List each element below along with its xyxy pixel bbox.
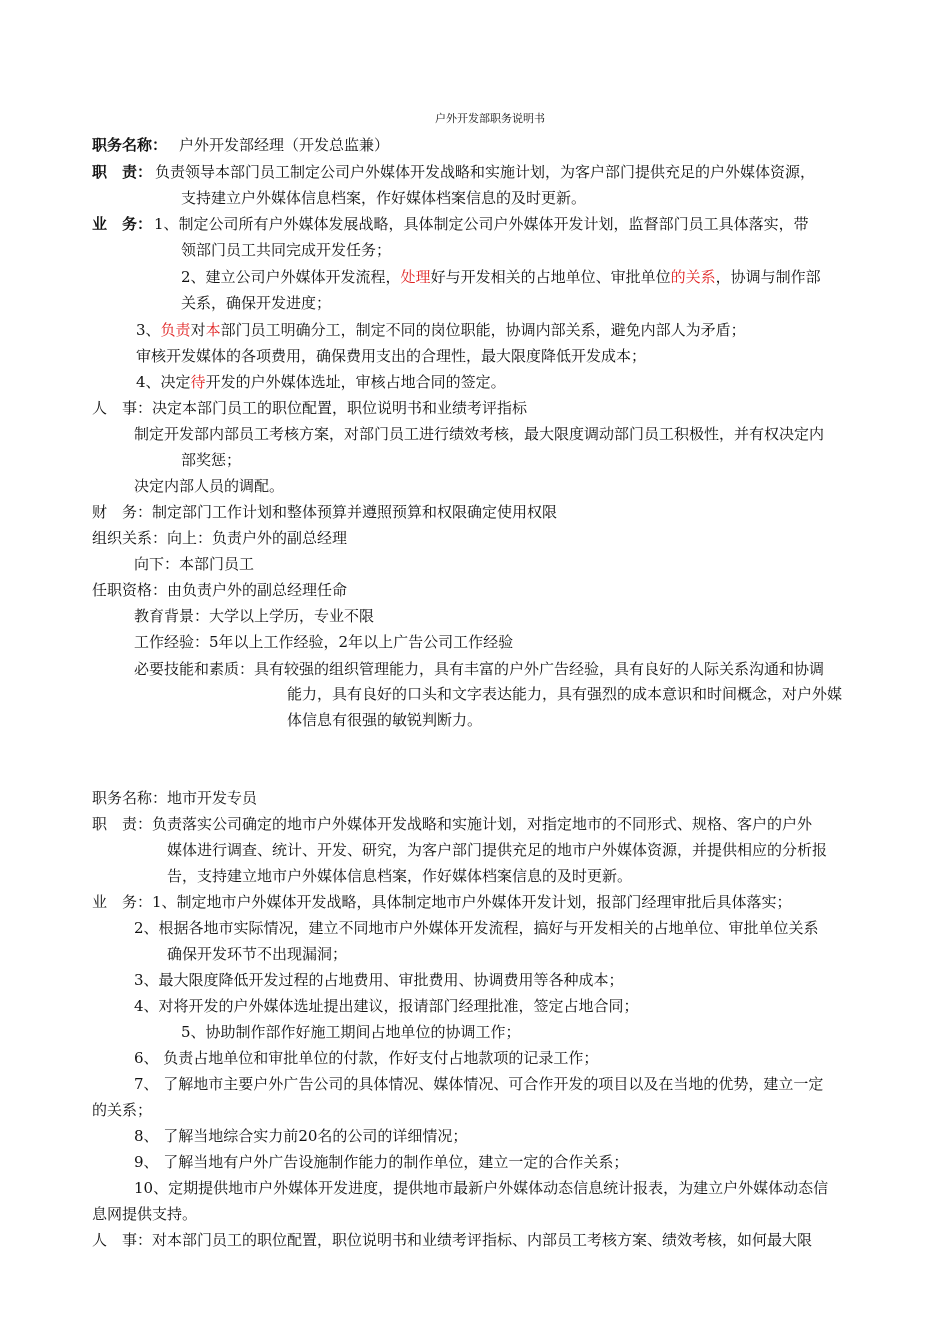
business-item-4-highlight: 待	[190, 373, 206, 391]
hr-line-4: 决定内部人员的调配。	[134, 477, 285, 495]
job-name-label: 职务名称：	[92, 136, 168, 154]
finance-line: 财 务：制定部门工作计划和整体预算并遵照预算和权限确定使用权限	[92, 503, 558, 521]
job-name-line	[92, 135, 389, 155]
duty-label: 职 责：	[92, 163, 153, 181]
job2-duty-line-1: 职 责：负责落实公司确定的地市户外媒体开发战略和实施计划，对指定地市的不同形式、规格、客户的户外	[92, 815, 813, 833]
job2-business-item-2: 2、根据各地市实际情况，建立不同地市户外媒体开发流程，搞好与开发相关的占地单位、审批单位关系	[134, 919, 819, 937]
business-item-2	[181, 267, 821, 287]
business-item-2-text-c: ，协调与制作部	[715, 268, 821, 286]
hr-line-1: 人 事：决定本部门员工的职位配置，职位说明书和业绩考评指标	[92, 399, 528, 417]
business-item-2-highlight-2: 的关系	[670, 268, 716, 286]
qualification-line-1: 任职资格：由负责户外的副总经理任命	[92, 581, 348, 599]
hr-line-2: 制定开发部内部员工考核方案，对部门员工进行绩效考核，最大限度调动部门员工积极性，并有权决定内	[134, 425, 825, 443]
business-item-3-highlight-2: 本	[205, 321, 221, 339]
job2-business-item-1: 业 务：1、制定地市户外媒体开发战略，具体制定地市户外媒体开发计划，报部门经理审批后具体落实；	[92, 893, 792, 911]
education-line: 教育背景：大学以上学历，专业不限	[134, 607, 375, 625]
job2-duty-line-2: 媒体进行调查、统计、开发、研究，为客户部门提供充足的地市户外媒体资源，并提供相应的分析报	[167, 841, 828, 859]
job2-business-item-10-cont: 息网提供支持。	[92, 1205, 198, 1223]
business-item-3-text-b: 对	[190, 321, 206, 339]
job2-business-item-3: 3、最大限度降低开发过程的占地费用、审批费用、协调费用等各种成本；	[134, 971, 624, 989]
skills-line-1: 必要技能和素质：具有较强的组织管理能力，具有丰富的户外广告经验，具有良好的人际关系沟通和协调	[134, 660, 825, 678]
business-cost-line: 审核开发媒体的各项费用，确保费用支出的合理性，最大限度降低开发成本；	[136, 347, 647, 365]
job2-business-item-2-cont: 确保开发环节不出现漏洞；	[167, 945, 348, 963]
business-item-1-cont: 领部门员工共同完成开发任务；	[181, 241, 392, 259]
job2-business-item-10: 10、定期提供地市户外媒体开发进度，提供地市最新户外媒体动态信息统计报表，为建立户外媒体动态信	[134, 1179, 829, 1197]
business-item-4	[136, 372, 506, 392]
experience-line: 工作经验：5年以上工作经验，2年以上广告公司工作经验	[134, 633, 514, 651]
duty-line-1	[92, 162, 815, 182]
business-item-1: 1、制定公司所有户外媒体发展战略，具体制定公司户外媒体开发计划，监督部门员工具体落实，带	[154, 215, 809, 233]
business-item-3	[136, 320, 746, 340]
duty-text-2: 支持建立户外媒体信息档案，作好媒体档案信息的及时更新。	[181, 189, 587, 207]
hr-line-3: 部奖惩；	[181, 451, 242, 469]
document-title: 户外开发部职务说明书	[435, 112, 545, 125]
job2-business-item-8: 8、 了解当地综合实力前20名的公司的详细情况；	[134, 1127, 468, 1145]
org-line-1: 组织关系：向上：负责户外的副总经理	[92, 529, 348, 547]
job2-business-item-9: 9、 了解当地有户外广告设施制作能力的制作单位，建立一定的合作关系；	[134, 1153, 629, 1171]
business-item-3-text-a: 3、	[136, 321, 161, 339]
business-item-2-text-a: 2、建立公司户外媒体开发流程，	[181, 268, 401, 286]
skills-line-2: 能力，具有良好的口头和文字表达能力，具有强烈的成本意识和时间概念，对户外媒	[287, 685, 843, 703]
job2-duty-line-3: 告，支持建立地市户外媒体信息档案，作好媒体档案信息的及时更新。	[167, 867, 633, 885]
job-name-value: 户外开发部经理（开发总监兼）	[179, 136, 390, 154]
job2-name-line: 职务名称：地市开发专员	[92, 789, 258, 807]
business-item-4-text-b: 开发的户外媒体选址，审核占地合同的签定。	[205, 373, 506, 391]
business-item-3-text-c: 部门员工明确分工，制定不同的岗位职能，协调内部关系，避免内部人为矛盾；	[220, 321, 746, 339]
job2-business-item-6: 6、 负责占地单位和审批单位的付款，作好支付占地款项的记录工作；	[134, 1049, 599, 1067]
business-line-1	[92, 214, 809, 234]
job2-business-item-4: 4、对将开发的户外媒体选址提出建议，报请部门经理批准，签定占地合同；	[134, 997, 639, 1015]
business-item-2-cont: 关系，确保开发进度；	[181, 294, 332, 312]
business-item-4-text-a: 4、决定	[136, 373, 191, 391]
skills-line-3: 体信息有很强的敏锐判断力。	[287, 711, 483, 729]
job2-business-item-7-cont: 的关系；	[92, 1101, 153, 1119]
job2-business-item-7: 7、 了解地市主要户外广告公司的具体情况、媒体情况、可合作开发的项目以及在当地的优势，建立一定	[134, 1075, 824, 1093]
org-line-2: 向下：本部门员工	[134, 555, 255, 573]
business-item-2-highlight-1: 处理	[400, 268, 431, 286]
duty-text-1: 负责领导本部门员工制定公司户外媒体开发战略和实施计划，为客户部门提供充足的户外媒体资源，	[155, 163, 816, 181]
business-item-3-highlight-1: 负责	[160, 321, 191, 339]
business-item-2-text-b: 好与开发相关的占地单位、审批单位	[430, 268, 671, 286]
job2-hr-line-1: 人 事：对本部门员工的职位配置，职位说明书和业绩考评指标、内部员工考核方案、绩效考核，如何最大限	[92, 1231, 813, 1249]
job2-business-item-5: 5、协助制作部作好施工期间占地单位的协调工作；	[181, 1023, 521, 1041]
business-label: 业 务：	[92, 215, 153, 233]
